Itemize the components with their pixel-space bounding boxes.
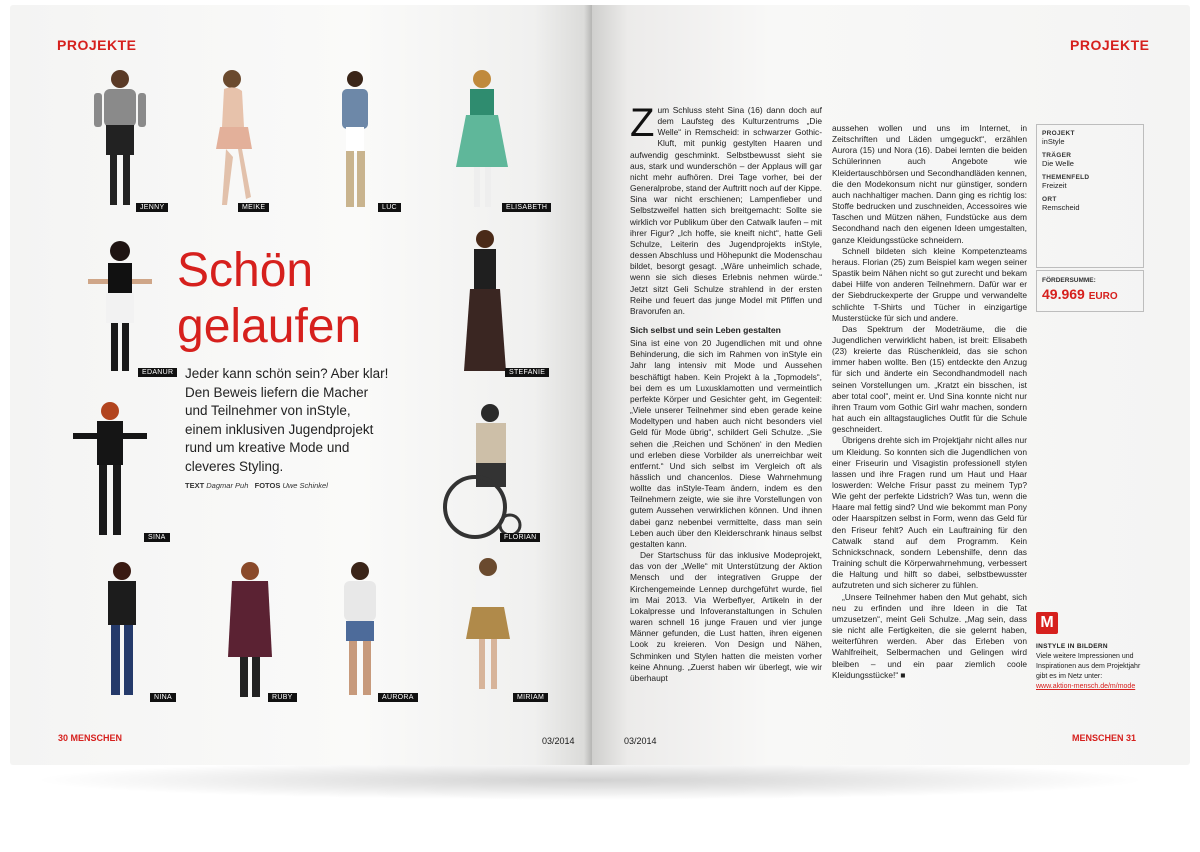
- person-photo-stefanie: [450, 227, 520, 377]
- article-column-1: [630, 105, 822, 725]
- col2-paragraph-4: Übrigens drehte sich im Projektjahr nicht alles nur um Kleidung. So konnten sich die Jugendlichen von einer Friseurin und Visagistin professionell stylen lassen und ihre Fragen rund um Haut und Haar loswerden: Welche Frisur passt zu meinem Typ? Wie geht der perfekte Lidstrich? Was tun, wenn die Haare mal fettig sind? Und wie bekommt man Pony oder Haarspitzen selbst in Form, wenn das Geld für den Friseur fehlt? Auch ein Lauftraining für den Catwalk stand auf dem Programm. Kein Schnickschnack, sondern Lebenshilfe, denn das Training schult die Körperwahrnehmung, verbessert die Haltung und hilft so dabei, selbstbewusster aufzutreten und sich sicherer zu fühlen.: [832, 435, 1027, 591]
- person-photo-elisabeth: [442, 67, 522, 217]
- value-themenfeld: Freizeit: [1042, 181, 1067, 190]
- value-ort: Remscheid: [1042, 203, 1080, 212]
- section-head-right: PROJEKTE: [1070, 37, 1150, 53]
- magazine-spread: [10, 5, 1190, 775]
- name-tag-aurora: AURORA: [378, 693, 418, 702]
- gallery-link[interactable]: www.aktion-mensch.de/m/mode: [1036, 683, 1136, 690]
- name-tag-luc: LUC: [378, 203, 401, 212]
- gallery-text: Viele weitere Impressionen und Inspirationen aus dem Projektjahr gibt es im Netz unter:: [1036, 653, 1141, 680]
- credit-text-label: TEXT: [185, 481, 205, 490]
- value-traeger: Die Welle: [1042, 159, 1074, 168]
- col1-paragraph-3: Der Startschuss für das inklusive Modeprojekt, das von der „Welle“ mit Unterstützung der Aktion Mensch und der integrativen Gruppe der Kirchengemeinde Lennep durchgeführt wurde, fiel im Mai 2013. Via Werbeflyer, Artikeln in der Lokalpresse und Infoveranstaltungen in Schulen waren schnell 16 junge Frauen und vier junge Männer gefunden, die Lust hatten, ihren eigenen Look zu kreieren. Von Design und Nähen, Schminken und Stylen hatten die meisten vorher keine Ahnung. „Zuerst haben wir überlegt, wie wir überhaupt: [630, 550, 822, 683]
- drop-cap: Z: [630, 105, 655, 145]
- footer-section-left: MENSCHEN: [70, 733, 123, 743]
- value-projekt: inStyle: [1042, 137, 1065, 146]
- name-tag-nina: NINA: [150, 693, 176, 702]
- funding-box: [1036, 270, 1144, 312]
- person-photo-ruby: [210, 557, 290, 707]
- name-tag-miriam: MIRIAM: [513, 693, 548, 702]
- gallery-title: INSTYLE IN BILDERN: [1036, 643, 1108, 650]
- name-tag-elisabeth: ELISABETH: [502, 203, 551, 212]
- name-tag-stefanie: STEFANIE: [505, 368, 549, 377]
- name-tag-sina: SINA: [144, 533, 170, 542]
- aktion-mensch-logo-icon: M: [1036, 612, 1058, 634]
- name-tag-jenny: JENNY: [136, 203, 168, 212]
- name-tag-ruby: RUBY: [268, 693, 297, 702]
- article-column-2: [832, 123, 1027, 723]
- left-page: [10, 5, 592, 765]
- person-photo-luc: [320, 67, 390, 217]
- credit-photo-label: FOTOS: [254, 481, 281, 490]
- credits: [185, 481, 328, 490]
- subhead: Sich selbst und sein Leben gestalten: [630, 324, 781, 335]
- funding-amount-line: [1037, 286, 1143, 302]
- footer-date-left: 03/2014: [542, 736, 575, 746]
- person-photo-florian: [430, 395, 540, 545]
- project-info-box: [1036, 124, 1144, 268]
- section-head-left: PROJEKTE: [57, 37, 137, 53]
- name-tag-florian: FLORIAN: [500, 533, 540, 542]
- instyle-gallery-box: [1036, 642, 1148, 692]
- label-ort: ORT: [1042, 196, 1057, 203]
- funding-amount: 49.969: [1042, 286, 1085, 302]
- page-number-left: 30: [58, 733, 69, 743]
- funding-unit: EURO: [1088, 291, 1118, 302]
- col1-paragraph-2: Sina ist eine von 20 Jugendlichen mit und ohne Behinderung, die sich im Rahmen von inStyle ein Jahr lang intensiv mit Mode und Aussehen beschäftigt haben. Kein Projekt à la „Topmodels“, bei dem es um Luxusklamotten und vermeintlich perfekte Körper und Gesichter geht, im Gegenteil: „Viele unserer Teilnehmer sind eben gerade keine Modeltypen und haben auch nicht besonders viel Geld für Mode übrig“, schildert Geli Schulze. „Sie sehen die ‚Reichen und Schönen‘ in den Medien und erleben diese Vorbilder als unerreichbar weit entfernt.“ Und sich selbst im Vergleich oft als hässlich und chancenlos. Diese Wahrnehmung wollte das inStyle-Team ändern, indem es den Teilnehmern zeigte, wie sie ihre Vorstellungen von gutem Aussehen verwirklichen können. Und ihnen dabei ganz nebenbei vermittelte, dass man sein Leben auch über den Kleiderschrank hinaus selbst gestalten kann.: [630, 338, 822, 549]
- label-themenfeld: THEMENFELD: [1042, 174, 1090, 181]
- footer-left: [58, 733, 122, 743]
- col1-paragraph-1: um Schluss steht Sina (16) dann doch auf dem Laufsteg des Kulturzentrums „Die Welle“ in Remscheid: in schwarzer Gothic-Kluft, mit punkig gestylten Haaren und aufwendig geschminkt. Selbstbewusst sieht sie aus, stark und wunderschön – der Applaus will gar nicht mehr aufhören. Drei Tage vorher, bei der Generalprobe, stand der Auftritt noch auf der Kippe. Sina war nicht erschienen; Lampenfieber und Selbstzweifel hatten sich breitgemacht: Sollte sie wirklich vor Publikum über den Catwalk laufen – mit ihrer Figur? „Ich hoffe, sie kneift nicht“, hatte Geli Schulze, Leiterin des Jugendprojekts inStyle, dessen Abschluss und Höhepunkt die Modenschau bildet, besorgt gesagt. „Wäre unheimlich schade, wenn sie sich dieses Erlebnis nehmen würde.“ Jetzt sitzt Geli Schulze strahlend in der ersten Reihe und feuert das junge Model mit Pfiffen und Bravorufen an.: [630, 105, 822, 316]
- name-tag-edanur: EDANUR: [138, 368, 177, 377]
- label-projekt: PROJEKT: [1042, 130, 1075, 137]
- person-photo-nina: [82, 557, 162, 707]
- footer-date-right: 03/2014: [624, 736, 657, 746]
- funding-label: FÖRDERSUMME:: [1042, 277, 1096, 284]
- headline-line-1: Schön: [177, 244, 314, 297]
- footer-right: [1072, 733, 1136, 743]
- person-photo-miriam: [448, 553, 528, 703]
- headline: [177, 243, 361, 355]
- person-photo-aurora: [320, 557, 400, 707]
- headline-line-2: gelaufen: [177, 300, 362, 353]
- col2-paragraph-3: Das Spektrum der Modeträume, die die Jugendlichen verwirklicht haben, ist breit: Elisabeth (23) kreierte das Rüschenkleid, das sie schon immer haben wollte. Ben (15) entdeckte den Anzug für sich und änderte ein Secondhandmodell nach seinen Vorstellungen um. „Kratzt ein bisschen, ist aber total cool“, meint er. Und Sina konnte nicht nur ihren Traum vom Gothic Girl wahr machen, sondern hat auch ein alltagstaugliches Outfit für die Schule geschneidert.: [832, 323, 1027, 435]
- person-photo-sina: [65, 397, 155, 547]
- col2-paragraph-1: aussehen wollen und uns im Internet, in Zeitschriften und Läden umgeguckt“, erzählen Aurora (15) und Nora (16). Dabei lernten die beiden Schülerinnen auch Angebote wie Kleidertauschbörsen und Secondhandläden kennen, die den Modekonsum nicht nur günstiger, sondern auch nachhaltiger machen. Dann ging es richtig los: Stoffe bedrucken und zuschneiden, Accessoires wie Taschen und Mützen nähen, Fundstücke aus dem Secondhand nach den eigenen Ideen umgestalten, ganze Kleidungsstücke schneidern.: [832, 123, 1027, 245]
- col2-paragraph-5: „Unsere Teilnehmer haben den Mut gehabt, sich neu zu erfinden und ihre Ideen in die Tat umzusetzen“, meint Geli Schulze. „Mag sein, dass sie nicht alle Fertigkeiten, die sie gelernt haben, weiterführen werden. Aber das Erleben von Wahlfreiheit, Selbermachen und Gelingen wird bleiben – und ein paar ziemlich coole Kleidungsstücke!“ ■: [832, 591, 1027, 680]
- page-number-right: 31: [1126, 733, 1137, 743]
- lede: Jeder kann schön sein? Aber klar! Den Beweis liefern die Macher und Teilnehmer von inStyle, einem inklusiven Jugendprojekt rund um kreative Mode und cleveres Styling.: [185, 366, 389, 474]
- person-photo-jenny: [80, 65, 160, 217]
- footer-section-right: MENSCHEN: [1072, 733, 1124, 743]
- label-traeger: TRÄGER: [1042, 152, 1072, 159]
- col2-paragraph-2: Schnell bildeten sich kleine Kompetenzteams heraus. Florian (25) zum Beispiel kam wegen seiner Spastik beim Nähen nicht so gut zurecht und bekam dabei Hilfe von anderen Teilnehmern. Dafür war er der Siebdruckexperte der Gruppe und verwandelte schlichte T-Shirts und Tücher in einzigartige Musterstücke für sich und andere.: [832, 245, 1027, 323]
- credit-text-author: Dagmar Puh: [206, 481, 249, 490]
- credit-photo-author: Uwe Schinkel: [282, 481, 328, 490]
- name-tag-meike: MEIKE: [238, 203, 269, 212]
- person-photo-edanur: [80, 237, 160, 377]
- person-photo-meike: [200, 67, 270, 217]
